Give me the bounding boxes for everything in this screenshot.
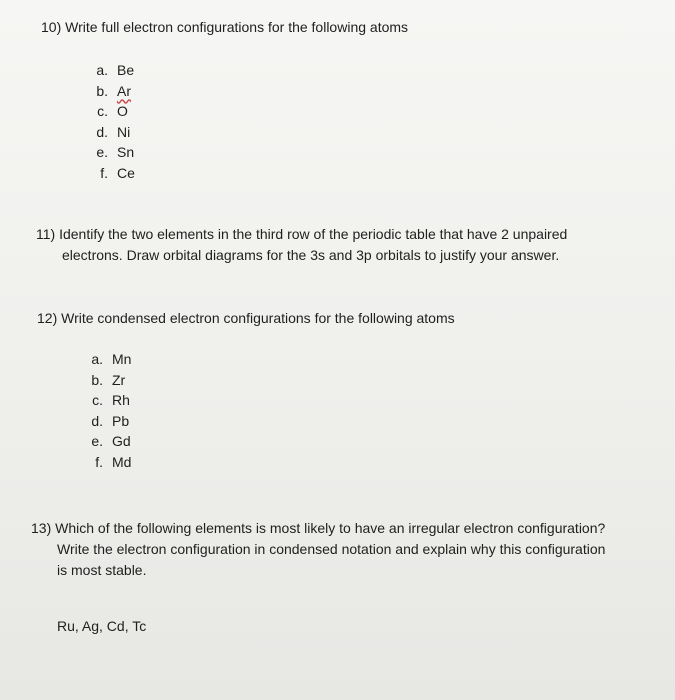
- list-item: d. Pb: [81, 411, 131, 432]
- element-symbol: Zr: [112, 371, 126, 388]
- element-symbol: Sn: [117, 144, 135, 160]
- list-item: b. Zr: [81, 370, 131, 391]
- list-item: b. Ar: [86, 81, 135, 102]
- list-item: a. Mn: [81, 349, 131, 370]
- element-symbol: Md: [112, 453, 132, 470]
- question-13-line-2: Write the electron configuration in condensed notation and explain why this configuration: [57, 541, 606, 557]
- list-item: c. O: [86, 101, 135, 122]
- question-13-line-3: is most stable.: [57, 562, 147, 578]
- question-12-list: [81, 349, 131, 472]
- element-symbol: Gd: [112, 433, 131, 449]
- element-symbol: Ce: [117, 164, 135, 181]
- question-13: [31, 518, 605, 581]
- element-symbol: Be: [117, 62, 135, 78]
- list-item: d. Ni: [86, 122, 135, 143]
- list-item: c. Rh: [81, 390, 131, 411]
- question-10-list: [86, 60, 135, 183]
- question-11-line-1: 11) Identify the two elements in the third row of the periodic table that have 2 unpaired: [36, 226, 568, 242]
- list-item: a. Be: [86, 60, 135, 81]
- element-symbol: Rh: [112, 392, 130, 408]
- question-10-title: 10) Write full electron configurations for the following atoms: [41, 19, 409, 35]
- element-symbol: Mn: [112, 351, 132, 367]
- element-symbol: Ar: [117, 82, 131, 99]
- question-11: [36, 224, 567, 266]
- element-symbol: Pb: [112, 412, 130, 429]
- question-13-line-1: 13) Which of the following elements is most likely to have an irregular electron configuration?: [31, 520, 606, 536]
- list-item: e. Sn: [86, 142, 135, 163]
- question-12-title: 12) Write condensed electron configurations for the following atoms: [37, 310, 455, 326]
- list-item: f. Md: [81, 452, 131, 473]
- list-item: f. Ce: [86, 163, 135, 184]
- question-11-line-2: electrons. Draw orbital diagrams for the 3s and 3p orbitals to justify your answer.: [62, 247, 560, 263]
- element-symbol: Ni: [117, 123, 131, 140]
- list-item: e. Gd: [81, 431, 131, 452]
- question-13-choices: Ru, Ag, Cd, Tc: [57, 618, 147, 634]
- element-symbol: O: [117, 103, 128, 119]
